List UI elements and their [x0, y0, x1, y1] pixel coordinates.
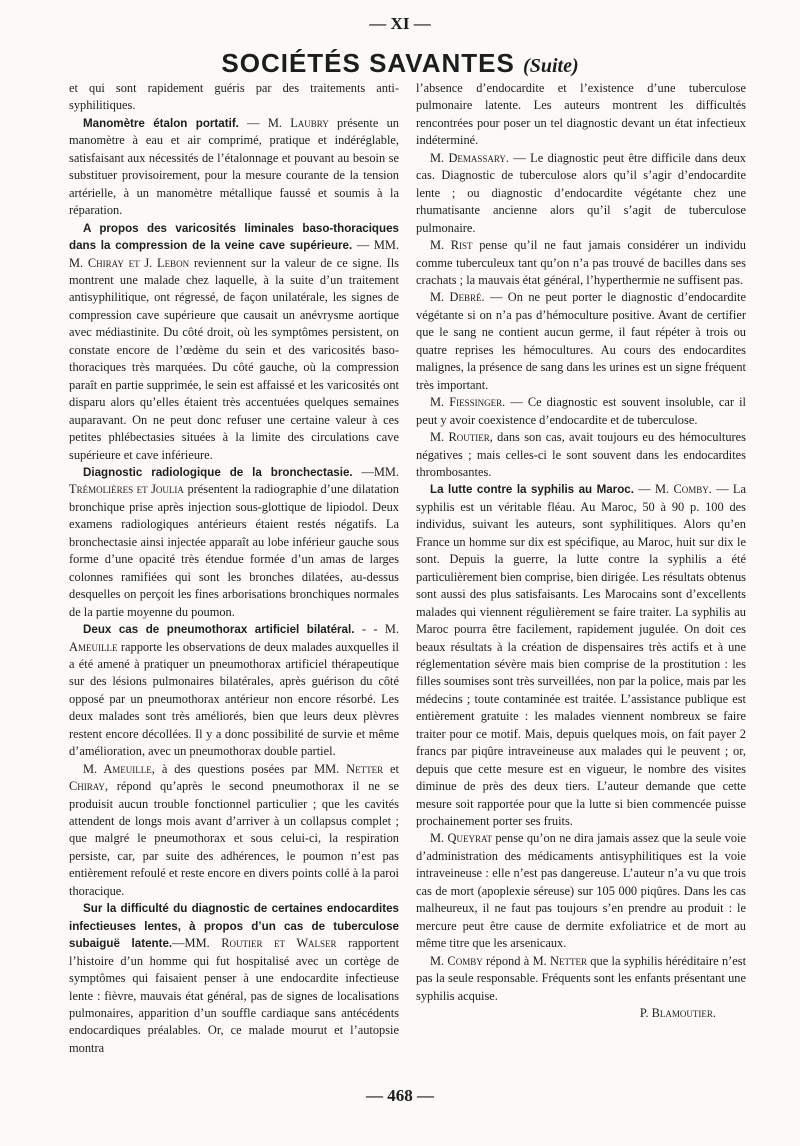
right-column: [416, 80, 746, 1022]
section-text: — La syphilis est un véritable fléau. Au Maroc, 50 à 90 p. 100 des individus, suivant les auteurs, sont syphilitiques. Alors qu’en France un homme sur dix est spécifique, au Maroc, huit sur dix le sont. Depuis la guerre, la lutte contre la syphilis a été particulièrement bien comprise, bien dirigée. Les résultats obtenus sont aussi des plus satisfaisants. Les Marocains sont d’excellents malades qui viennent régulièrement se faire traiter. La syphilis au Maroc pourra être facilement, rapidement jugulée. On doit ces beaux résultats à la création de dispensaires très actifs et à une réglementation sévère mais bien comprise de la prostitution : les filles soumises sont très surveillées, non par la police, mais par les médecins ; toute contaminée est traitée. L’assistance publique est entièrement gratuite : les malades viennent nombreux se faire traiter pour ce motif. Mais, depuis quelques mois, on fait payer 2 francs par piqûre intraveineuse aux malades qui le peuvent ; or, depuis que cette mesure est en vigueur, le nombre des visites diminue de près des deux tiers. L’auteur demande que cette mesure soit rapportée pour que la lutte si bien commencée puisse prochainement porter ses fruits.: [416, 482, 746, 829]
author-name: M. Ameuille: [83, 761, 152, 776]
author-name: M. Comby.: [655, 482, 712, 497]
section-text: présente un manomètre à eau et air comprimé, pratique et indéréglable, satisfaisant aux nécessités de l’étalonnage et pouvant au besoin se substituer provisoirement, pour la mesure courante de la tension artérielle, à un manomètre métallique faussé et soumis à la réparation.: [69, 115, 399, 218]
section-pneumothorax-reply: [69, 761, 399, 901]
discussion-fiessinger: [416, 394, 746, 429]
text-fragment: , à des questions posées par: [151, 761, 315, 776]
left-column: [69, 80, 399, 1057]
roman-page-number: — XI —: [369, 14, 431, 33]
author-name: M. Ameuille: [69, 622, 399, 654]
text-fragment: et: [383, 761, 399, 776]
section-text: , répond qu’après le second pneumothorax il ne se produisit aucun trouble fonctionnel particulier ; que les cavités attendent de longs mois avant d’arriver à un collapsus complet ; que malgré le pneumothorax et sous celui-ci, la respiration persiste, car, par suite des adhérences, le poumon n’est pas entièrement refoulé et reste encore en divers points collé à la paroi thoracique.: [69, 779, 399, 898]
author-name: MM. M. Chiray et J. Lebon: [69, 238, 400, 270]
discussion-rist: [416, 237, 746, 289]
section-manometre: Manomètre étalon portatif. — M. Laubry présente un manomètre à eau et air comprimé, pratique et indéréglable, satisfaisant aux nécessités de l’étalonnage et pouvant au besoin se substituer provisoirement, pour la mesure courante de la tension artérielle, à un manomètre métallique faussé et soumis à la réparation.: [69, 115, 399, 218]
continuation-paragraph: l’absence d’endocardite et l’existence d’une tuberculose pulmonaire latente. Les auteurs montrent les difficultés rencontrées pour poser un tel diagnostic devant un état infectieux indéterminé.: [416, 81, 746, 148]
section-title: Deux cas de pneumothorax artificiel bilatéral.: [83, 623, 355, 637]
discussion-routier: [416, 429, 746, 481]
section-title: La lutte contre la syphilis au Maroc.: [430, 483, 634, 497]
section-text: rapportent l’histoire d’un homme qui fut hospitalisé avec un cortège de symptômes qui faisaient penser à une endocardite infectieuse lente : fièvre, mauvais état général, pas de signes de localisations pulmonaires, apparition d’un souffle cardiaque sans antécédents endocardiques préalables. Or, ce malade mourut et l’autopsie montra: [69, 936, 400, 1055]
section-title: A propos des varicosités liminales baso-thoraciques dans la compression de la veine cave supérieure.: [69, 221, 399, 253]
section-pneumothorax: Deux cas de pneumothorax artificiel bilatéral. - - M. Ameuille rapporte les observations de deux malades auxquelles il a été amené à pratiquer un pneumothorax artificiel thérapeutique sur des lésions pulmonaires bilatérales, après guérison du côté opposé par un pneumothorax antérieur non encore résorbé. Les deux malades sont très améliorés, bien que leurs deux plèvres restent encore décollées. Il y a donc possibilité de survie et même d’amélioration, avec un pneumothorax double partiel.: [69, 622, 399, 759]
author-name: MM. Netter: [314, 761, 384, 776]
signature: P. Blamoutier.: [639, 1006, 716, 1021]
section-bronchectasie: Diagnostic radiologique de la bronchectasie. —MM. Trémolières et Joulia présentent la radiographie d’une dilatation bronchique prise après injection sous-glottique de lipiodol. Deux examens radiologiques antérieurs étaient restés négatifs. La bronchectasie ainsi injectée apparaît au lobe inférieur gauche sous forme d’une opacité très étendue formée d’un amas de larges colonnes ramifiées qui sont les bronches dilatées, au-dessus desquelles on perçoit les fines arborisations bronchiques normales de la partie moyenne du poumon.: [69, 464, 399, 619]
page-title: [0, 48, 800, 79]
author-name: M. Routier: [430, 430, 490, 445]
section-text: — Ce diagnostic est souvent insoluble, car il peut y avoir coexistence d’endocardite et de tuberculose.: [416, 395, 746, 427]
section-text: , dans son cas, avait toujours eu des hémocultures négatives ; mais celles-ci le sont souvent dans les endocardites thrombosantes.: [416, 430, 746, 479]
discussion-debre: [416, 289, 746, 394]
discussion-demassary: [416, 150, 746, 237]
author-name: M. Netter: [532, 953, 587, 968]
discussion-comby: [416, 953, 746, 1005]
text-fragment: répond à: [482, 953, 533, 968]
author-name: M. Fiessinger.: [430, 395, 506, 410]
continuation-paragraph: et qui sont rapidement guéris par des traitements anti-syphilitiques.: [69, 81, 399, 113]
section-text: — On ne peut porter le diagnostic d’endocardite végétante si on n’a pas d’hémoculture positive. Avant de certifier que le sang ne contient aucun germe, il faut répéter à trois ou quatre reprises les hémocultures. Au cours des endocardites malignes, la présence de sang dans les urines est un signe fréquent très important.: [416, 290, 746, 392]
author-name: M. Laubry: [267, 115, 329, 130]
title-suite: (Suite): [523, 55, 579, 77]
section-text: — Le diagnostic peut être difficile dans deux cas. Diagnostic de tuberculose alors qu’il s’agir d’endocardite lente ; ou diagnostic d’endocardite végétante chez une rhumatisante ancienne alors qu’il s’agit de tuberculose pulmonaire.: [416, 150, 746, 235]
discussion-queyrat: [416, 830, 746, 952]
author-name: M. Comby: [430, 953, 483, 968]
section-text: reviennent sur la valeur de ce signe. Ils montrent une malade chez laquelle, à la suite d’un traitement antisyphilitique, ont régressé, de façon unilatérale, les signes de compression cave supérieure que causait un anévrysme aortique avec médiastinite. Du côté droit, où les symptômes persistent, on constate encore de l’œdème du sein et des varicosités baso-thoraciques très marquées. Du côté gauche, où la compression paraît en partie supprimée, le sein est affaissé et les varicosités ont disparu alors qu’elles étaient très accentuées quelques semaines auparavant. On ne peut donc refuser une certaine valeur à ces petites phlébectasies situées à la limite des circulations cave supérieure et cave inférieure.: [69, 255, 399, 462]
author-name: M. Queyrat: [430, 831, 492, 846]
section-text: présentent la radiographie d’une dilatation bronchique prise après injection sous-glottique de lipiodol. Deux examens radiologiques antérieurs étaient restés négatifs. La bronchectasie ainsi injectée apparaît au lobe inférieur gauche sous forme d’une opacité très étendue formée d’un amas de larges colonnes ramifiées qui sont les bronches dilatées, au-dessus desquelles on perçoit les fines arborisations bronchiques normales de la partie moyenne du poumon.: [69, 482, 399, 619]
section-syphilis-maroc: La lutte contre la syphilis au Maroc. — M. Comby. — La syphilis est un véritable fléau. Au Maroc, 50 à 90 p. 100 des individus, suivant les auteurs, sont syphilitiques. Alors qu’en France un homme sur dix est spécifique, au Maroc, huit sur dix le sont. Depuis la guerre, la lutte contre la syphilis a été particulièrement bien comprise, bien dirigée. Les résultats obtenus sont aussi des plus satisfaisants. Les Marocains sont d’excellents malades qui viennent régulièrement se faire traiter. La syphilis au Maroc pourra être facilement, rapidement jugulée. On doit ces beaux résultats à la création de dispensaires très actifs et à une réglementation sévère mais bien comprise de la prostitution : les filles soumises sont très surveillées, non par la police, mais par les médecins ; toute contaminée est traitée. L’assistance publique est entièrement gratuite : les malades viennent nombreux se faire traiter pour ce motif. Mais, depuis quelques mois, on fait payer 2 francs par piqûre intraveineuse aux malades qui le peuvent ; or, depuis que cette mesure est en vigueur, le nombre des visites diminue de près des deux tiers. L’auteur demande que cette mesure soit rapportée pour que la lutte si bien commencée puisse prochainement porter ses fruits.: [416, 482, 746, 829]
author-name: Chiray: [69, 779, 105, 794]
section-text: pense qu’on ne dira jamais assez que la seule voie d’administration des médicaments antisyphilitiques est la voie intraveineuse : elle n’est pas dangereuse. L’auteur n’a vu que trois cas de mort (apoplexie séreuse) sur 105 000 piqûres. Dans les cas malheureux, il ne faut pas toujours s’en prendre au produit : le mercure peut être cause de dermite exfoliatrice et de mort au même titre que les arsenicaux.: [416, 831, 746, 951]
page-number: — 468 —: [366, 1086, 434, 1105]
author-name: M. Debré.: [430, 290, 485, 305]
author-name: M. Demassary.: [430, 150, 510, 165]
section-title: Manomètre étalon portatif.: [83, 116, 239, 130]
section-varicosites: A propos des varicosités liminales baso-thoraciques dans la compression de la veine cave supérieure. — MM. M. Chiray et J. Lebon reviennent sur la valeur de ce signe. Ils montrent une malade chez laquelle, à la suite d’un traitement antisyphilitique, ont régressé, de façon unilatérale, les signes de compression cave supérieure que causait un anévrysme aortique avec médiastinite. Du côté droit, où les symptômes persistent, on constate encore de l’œdème du sein et des varicosités baso-thoraciques très marquées. Du côté gauche, où la compression paraît en partie supprimée, le sein est affaissé et les varicosités ont disparu alors qu’elles étaient très accentuées quelques semaines auparavant. On ne peut donc refuser une certaine valeur à ces petites phlébectasies situées à la limite des circulations cave supérieure et cave inférieure.: [69, 221, 400, 462]
author-name: MM. Routier et Walser: [184, 936, 337, 951]
section-title: Sur la difficulté du diagnostic de certaines endocardites infectieuses lentes, à propos d’un cas de tuberculose subaiguë latente.: [69, 902, 399, 951]
section-text: que la syphilis héréditaire n’est pas la seule responsable. Fréquents sont les enfants présentant une syphilis acquise.: [416, 953, 747, 1003]
author-name: M. Rist: [430, 238, 473, 253]
section-title: Diagnostic radiologique de la bronchectasie.: [83, 465, 353, 479]
section-text: rapporte les observations de deux malades auxquelles il a été amené à pratiquer un pneumothorax artificiel thérapeutique sur des lésions pulmonaires bilatérales, après guérison du côté opposé par un pneumothorax antérieur non encore résorbé. Les deux malades sont très améliorés, bien que leurs deux plèvres restent encore décollées. Il y a donc possibilité de survie et même d’amélioration, avec un pneumothorax double partiel.: [69, 639, 399, 759]
author-name: MM. Trémolières et Joulia: [69, 464, 399, 497]
title-text: SOCIÉTÉS SAVANTES: [221, 48, 515, 78]
section-endocardites: Sur la difficulté du diagnostic de certaines endocardites infectieuses lentes, à propos d’un cas de tuberculose subaiguë latente.—MM. Routier et Walser rapportent l’histoire d’un homme qui fut hospitalisé avec un cortège de symptômes qui faisaient penser à une endocardite infectieuse lente : fièvre, mauvais état général, pas de signes de localisations pulmonaires, apparition d’un souffle cardiaque sans antécédents endocardiques préalables. Or, ce malade mourut et l’autopsie montra: [69, 902, 400, 1055]
section-text: pense qu’il ne faut jamais considérer un individu comme tuberculeux tant qu’on n’a pas trouvé de bacilles dans ses crachats ; la mauvais état général, l’hyperthermie ne suffisent pas.: [416, 238, 746, 287]
